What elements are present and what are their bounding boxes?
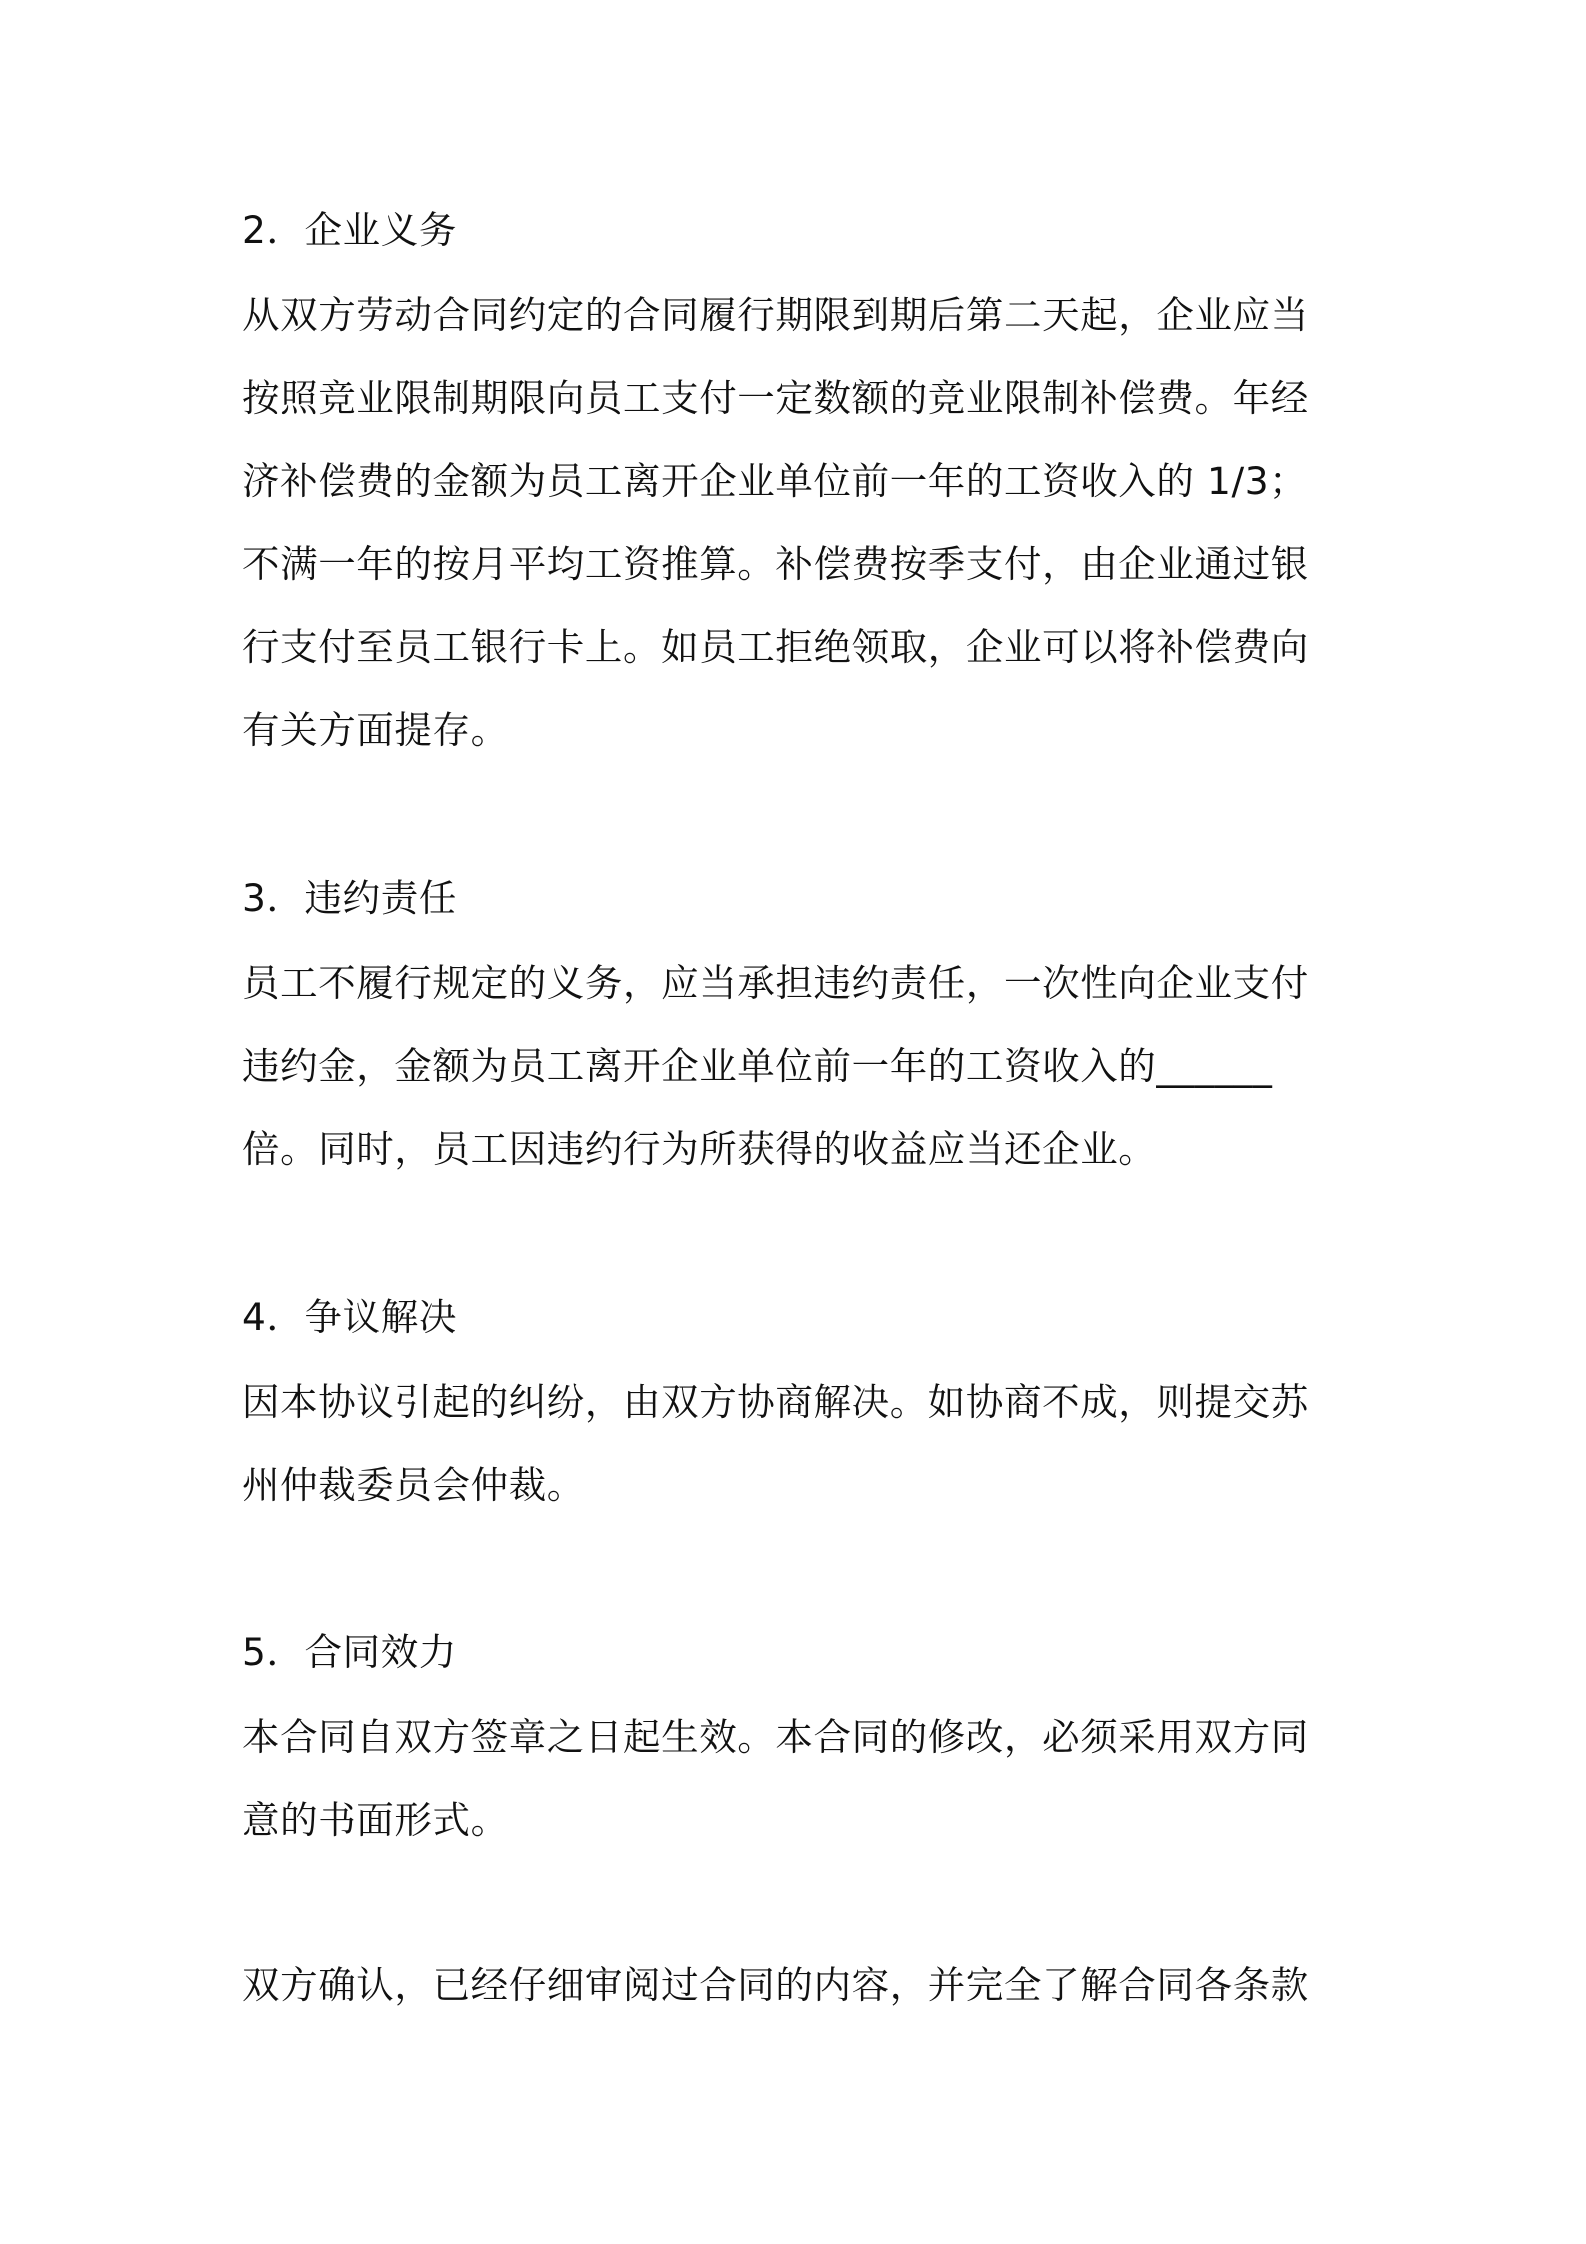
paragraph-line: 不满一年的按月平均工资推算。补偿费按季支付，由企业通过银 bbox=[242, 542, 1309, 586]
paragraph-line: 从双方劳动合同约定的合同履行期限到期后第二天起，企业应当 bbox=[242, 293, 1309, 337]
section-heading-dispute: 4．争议解决 bbox=[242, 1295, 457, 1339]
section-heading-liability: 3．违约责任 bbox=[242, 876, 457, 920]
paragraph-line: 济补偿费的金额为员工离开企业单位前一年的工资收入的 1/3； bbox=[242, 459, 1308, 503]
paragraph-line: 因本协议引起的纠纷，由双方协商解决。如协商不成，则提交苏 bbox=[242, 1380, 1309, 1424]
paragraph-line: 州仲裁委员会仲裁。 bbox=[242, 1463, 585, 1507]
paragraph-line: 违约金，金额为员工离开企业单位前一年的工资收入的______ bbox=[242, 1044, 1273, 1088]
section-heading-obligations: 2．企业义务 bbox=[242, 208, 457, 252]
paragraph-line: 员工不履行规定的义务，应当承担违约责任，一次性向企业支付 bbox=[242, 961, 1309, 1005]
paragraph-line: 本合同自双方签章之日起生效。本合同的修改，必须采用双方同 bbox=[242, 1715, 1309, 1759]
paragraph-line: 行支付至员工银行卡上。如员工拒绝领取，企业可以将补偿费向 bbox=[242, 625, 1309, 669]
paragraph-line: 有关方面提存。 bbox=[242, 708, 509, 752]
paragraph-line: 按照竞业限制期限向员工支付一定数额的竞业限制补偿费。年经 bbox=[242, 376, 1309, 420]
paragraph-line: 倍。同时，员工因违约行为所获得的收益应当还企业。 bbox=[242, 1127, 1157, 1171]
closing-line: 双方确认，已经仔细审阅过合同的内容，并完全了解合同各条款 bbox=[242, 1963, 1309, 2007]
paragraph-line: 意的书面形式。 bbox=[242, 1798, 509, 1842]
section-heading-validity: 5．合同效力 bbox=[242, 1630, 457, 1674]
